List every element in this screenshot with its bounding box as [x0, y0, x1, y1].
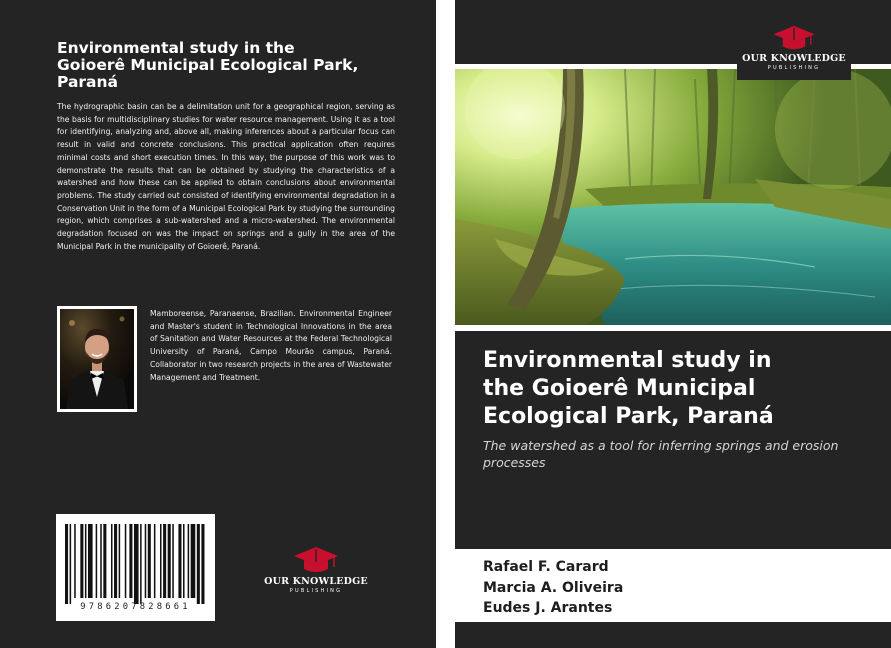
publisher-name: OUR KNOWLEDGE	[742, 53, 846, 64]
author-portrait-image	[60, 309, 134, 409]
publisher-subtitle: PUBLISHING	[767, 65, 821, 71]
back-title-line: Goioerê Municipal Ecological Park,	[57, 56, 359, 74]
publisher-logo-back	[256, 545, 376, 594]
isbn-digits: 9786207828661	[80, 602, 191, 612]
author-photo	[57, 306, 137, 412]
back-cover	[0, 0, 436, 648]
graduation-cap-icon	[256, 545, 376, 575]
graduation-cap-icon	[737, 24, 851, 52]
forest-river-image	[455, 69, 891, 325]
front-bottom-band	[455, 622, 891, 648]
publisher-subtitle: PUBLISHING	[289, 588, 343, 594]
front-title-line: Ecological Park, Paraná	[483, 404, 774, 429]
front-cover	[455, 0, 891, 648]
author-name: Marcia A. Oliveira	[483, 579, 624, 596]
cover-photo	[455, 69, 891, 325]
back-title-line: Paraná	[57, 73, 119, 91]
publisher-logo-front	[737, 24, 851, 71]
author-list	[483, 557, 873, 619]
back-cover-title	[57, 40, 417, 91]
front-cover-subtitle: The watershed as a tool for inferring springs and erosion processes	[483, 438, 839, 470]
front-title-line: the Goioerê Municipal	[483, 376, 756, 401]
author-name: Eudes J. Arantes	[483, 600, 613, 616]
book-blurb: The hydrographic basin can be a delimitation unit for a geographical region, serving as the basis for multidisciplinary studies for water resource management. Using it as a tool for identifying, analyzing and, above all, making inferences about a particular focus can result in valid and concrete conclusions. This practical application often requires minimal costs and short execution times. In this way, the purpose of this work was to demonstrate the results that can be obtained by studying the characteristics of a watershed and how these can be applied to obtain conclusions about environmental problems. The study carried out consisted of identifying environmental degradation in a Conservation Unit in the form of a Municipal Ecological Park by studying the surrounding region, which comprises a sub-watershed and a micro-watershed. The environmental degradation focused on was the impact on springs and a gully in the area of the Municipal Park in the municipality of Goioerê, Paraná.	[57, 102, 395, 251]
isbn-barcode	[56, 514, 215, 621]
back-title-line: Environmental study in the	[57, 39, 295, 57]
author-bio: Mamboreense, Paranaense, Brazilian. Environmental Engineer and Master's student in Technological Innovations in the area of Sanitation and Water Resources at the Federal Technological University of Paraná, Campo Mourão campus, Paraná. Collaborator in two research projects in the area of Wastewater Management and Treatment.	[150, 309, 392, 382]
spine-gap	[436, 0, 455, 648]
author-name: Rafael F. Carard	[483, 559, 609, 575]
front-title-panel	[455, 331, 891, 549]
barcode-bars	[65, 524, 206, 604]
front-cover-title	[483, 347, 883, 431]
publisher-name: OUR KNOWLEDGE	[264, 576, 368, 587]
front-title-line: Environmental study in	[483, 348, 772, 373]
publisher-logo-box	[737, 16, 851, 80]
